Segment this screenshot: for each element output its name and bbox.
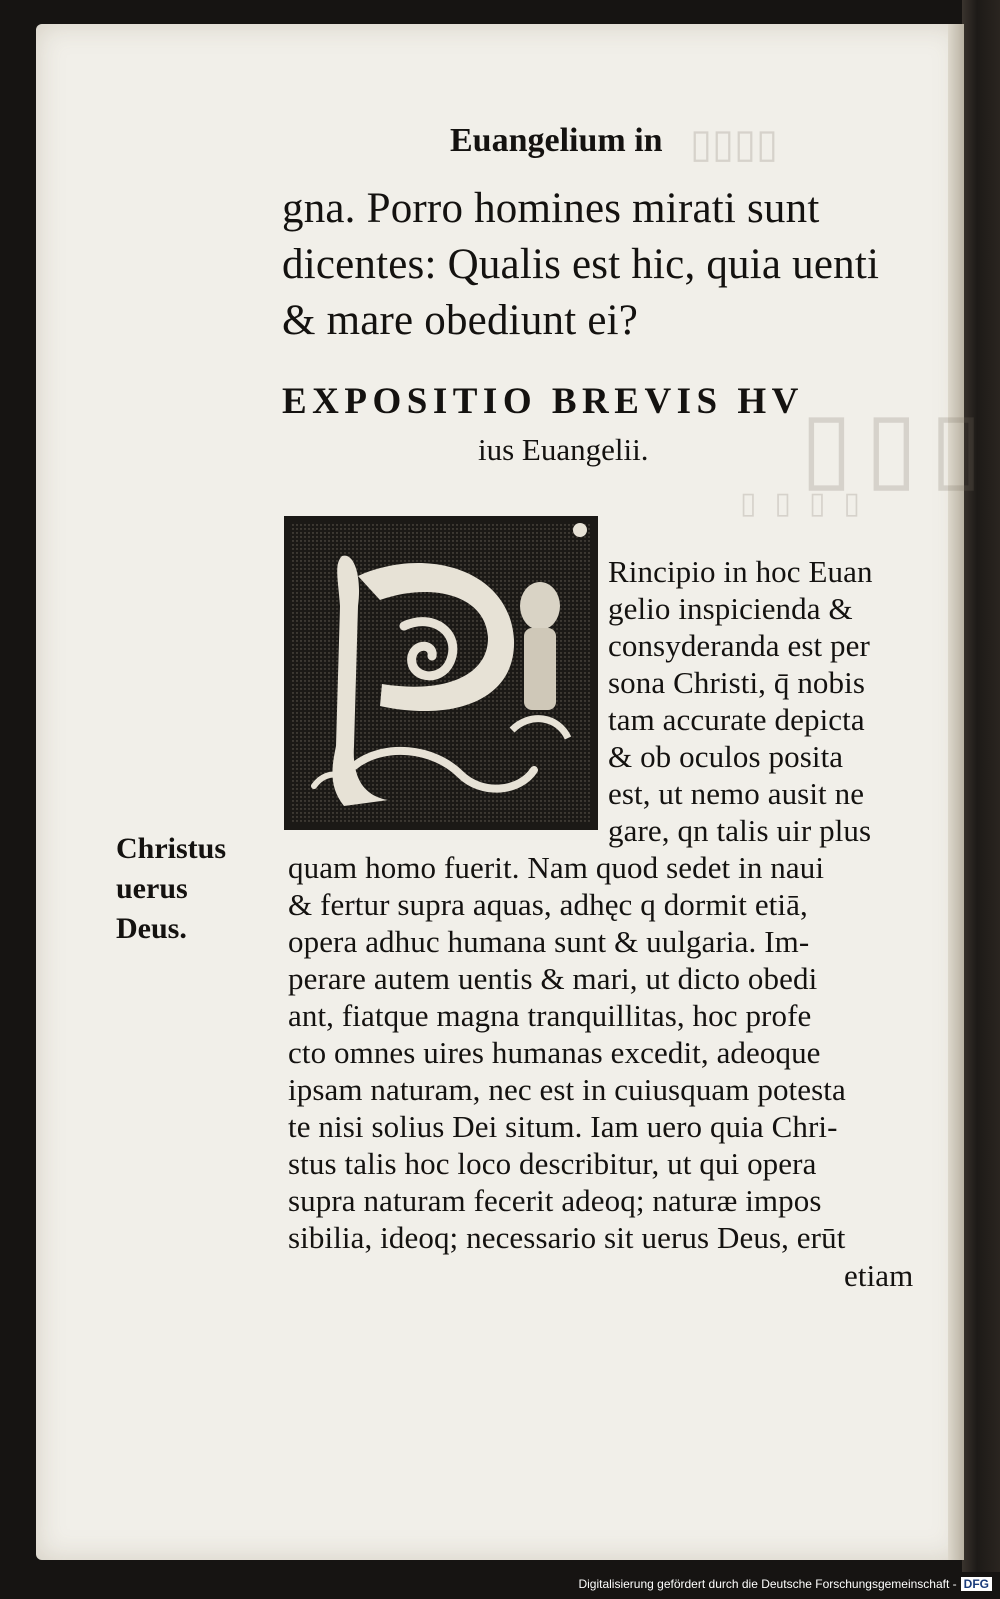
body-line: quam homo fuerit. Nam quod sedet in naui: [288, 850, 825, 885]
woodcut-initial-art: [284, 516, 598, 830]
body-line: est, ut nemo ausit ne: [608, 776, 865, 811]
show-through: ▯▯▯▯: [690, 121, 779, 166]
body-line: opera adhuc humana sunt & uulgaria. Im-: [288, 924, 810, 959]
body-line: ant, fiatque magna tranquillitas, hoc profe: [288, 998, 812, 1033]
body-line: & fertur supra aquas, adhęc q dormit etiā,: [288, 887, 808, 922]
opening-line: dicentes: Qualis est hic, quia uenti: [282, 241, 880, 288]
marginal-note: uerus: [116, 872, 188, 905]
marginal-note: Deus.: [116, 912, 187, 945]
body-line: ipsam naturam, nec est in cuiusquam potesta: [288, 1072, 846, 1107]
body-line: stus talis hoc loco describitur, ut qui opera: [288, 1146, 817, 1181]
marginal-note: Christus: [116, 832, 227, 865]
digitization-credit: [578, 1577, 992, 1591]
body-line: tam accurate depicta: [608, 702, 865, 737]
section-heading-cont: ius Euangelii.: [478, 432, 649, 467]
body-line: sona Christi, q̄ nobis: [608, 665, 866, 700]
body-line: consyderanda est per: [608, 628, 870, 663]
show-through: ▯▯▯▯: [740, 487, 879, 520]
body-line: Rincipio in hoc Euan: [608, 554, 873, 589]
body-line: supra naturam fecerit adeoq; naturæ impos: [288, 1183, 822, 1218]
catchword: etiam: [844, 1258, 914, 1293]
body-line: gare, qn talis uir plus: [608, 813, 872, 848]
dfg-logo: DFG: [961, 1577, 992, 1591]
body-line: sibilia, ideoq; necessario sit uerus Deus, erūt: [288, 1220, 846, 1255]
section-heading: EXPOSITIO BREVIS HV: [282, 381, 804, 422]
body-line: gelio inspicienda &: [608, 591, 853, 626]
running-head: Euangelium in: [450, 122, 663, 159]
woodcut-initial: [284, 516, 598, 830]
body-line: perare autem uentis & mari, ut dicto obedi: [288, 961, 818, 996]
book-binding: [962, 0, 1000, 1572]
body-line: & ob oculos posita: [608, 739, 844, 774]
body-line: te nisi solius Dei situm. Iam uero quia Chri-: [288, 1109, 838, 1144]
opening-line: & mare obediunt ei?: [282, 297, 639, 344]
body-line: cto omnes uires humanas excedit, adeoque: [288, 1035, 821, 1070]
page-edge: [948, 24, 964, 1560]
opening-line: gna. Porro homines mirati sunt: [282, 185, 820, 232]
show-through: ▯▯▯: [800, 393, 995, 500]
credit-text: Digitalisierung gefördert durch die Deutsche Forschungsgemeinschaft -: [578, 1577, 957, 1591]
